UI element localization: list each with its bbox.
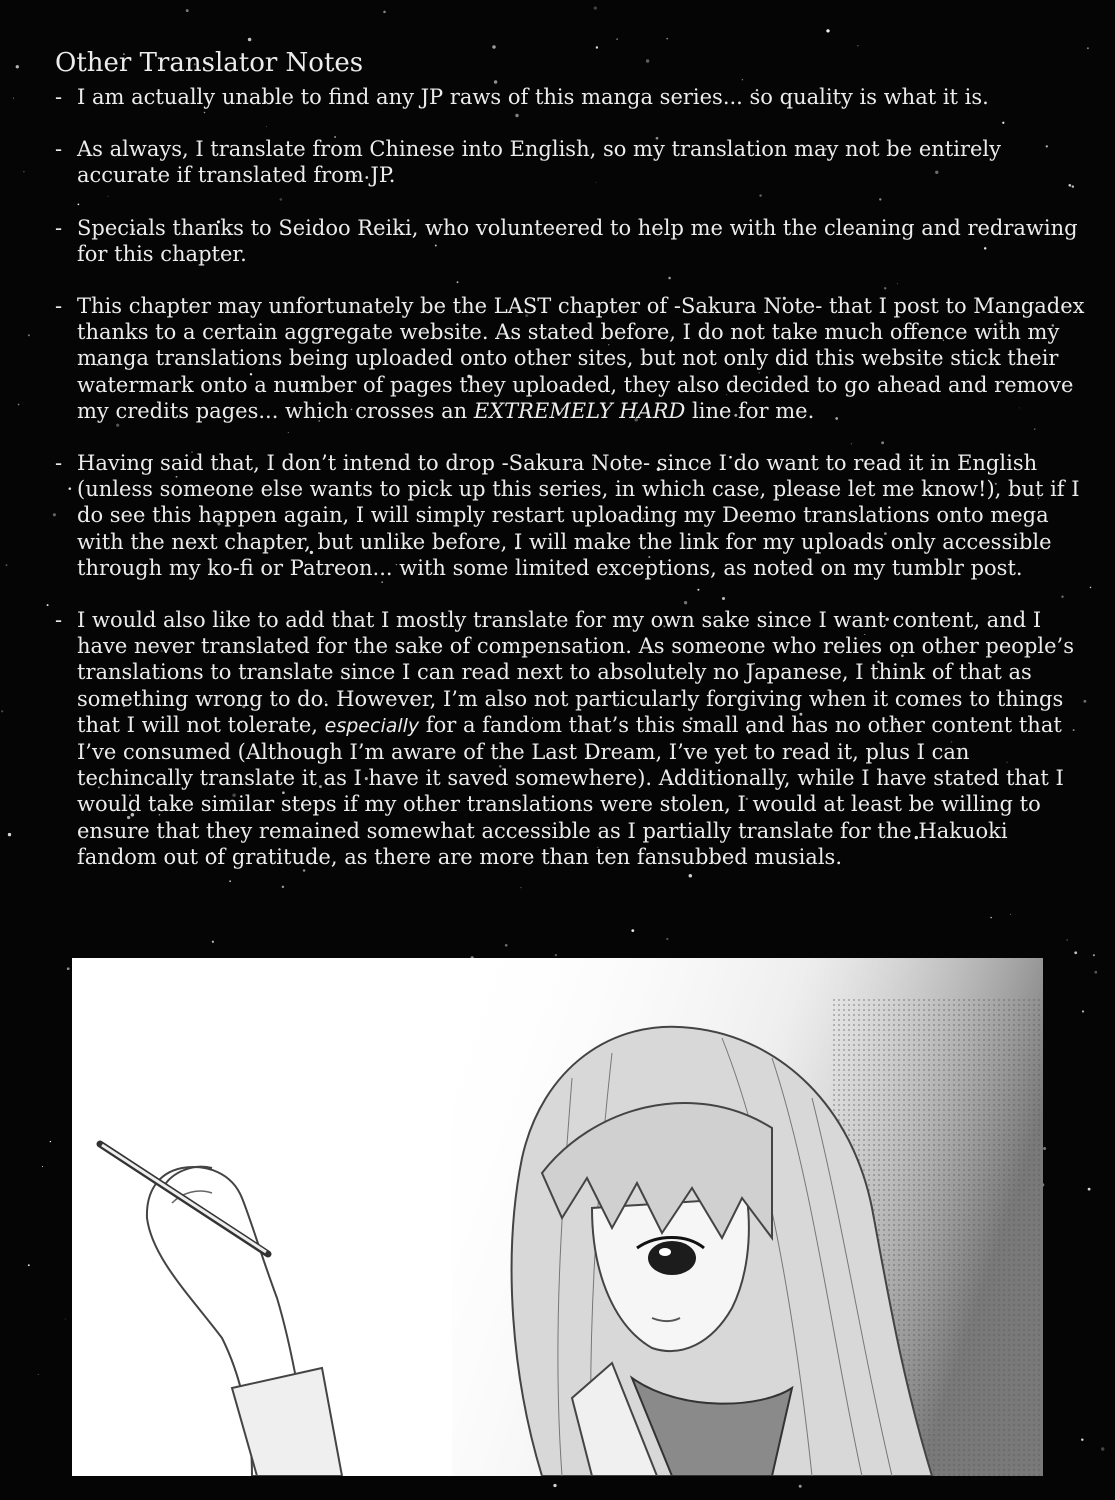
star-dot bbox=[666, 38, 668, 40]
bullet-dash: - bbox=[55, 451, 63, 476]
star-dot bbox=[50, 1141, 51, 1142]
star-dot bbox=[18, 404, 20, 406]
star-dot bbox=[212, 941, 214, 943]
girl-writing-illustration bbox=[72, 958, 1043, 1476]
star-dot bbox=[28, 334, 30, 336]
star-dot bbox=[6, 564, 8, 566]
bullet-dash: - bbox=[55, 137, 63, 162]
note-emphasis: especially bbox=[324, 714, 420, 737]
note-text: for a fandom that’s this small and has no other content that I’ve consumed (Although I’m aware of the Last Dream, I’ve yet to read it, plus I can techincally translate it as I have it saved somewhere). Additionally, while I have stated that I would take similar steps if my other translations were stolen, I would at least be willing to ensure that they remained somewhat accessible as I partially translate for the Hakuoki fandom out of gratitude, as there are more than ten fansubbed musials. bbox=[77, 712, 1064, 869]
note-text: As always, I translate from Chinese into English, so my translation may not be entirely accurate if translated from JP. bbox=[77, 137, 1001, 188]
star-dot bbox=[38, 1374, 39, 1375]
star-dot bbox=[616, 38, 618, 40]
list-item bbox=[55, 450, 1085, 581]
star-dot bbox=[555, 954, 557, 956]
notes-title: Other Translator Notes bbox=[55, 48, 364, 78]
star-dot bbox=[1043, 1147, 1046, 1150]
list-item bbox=[55, 607, 1085, 870]
note-text: I am actually unable to find any JP raws of this manga series... so quality is what it is. bbox=[77, 85, 989, 109]
note-text: Specials thanks to Seidoo Reiki, who volunteered to help me with the cleaning and redrawing for this chapter. bbox=[77, 215, 1078, 266]
star-dot bbox=[631, 929, 634, 932]
manga-panel-illustration bbox=[72, 958, 1043, 1476]
bullet-dash: - bbox=[55, 608, 63, 633]
star-dot bbox=[248, 38, 252, 42]
star-dot bbox=[28, 1264, 30, 1266]
star-dot bbox=[594, 7, 597, 10]
star-dot bbox=[186, 9, 189, 12]
note-text: line for me. bbox=[685, 398, 815, 423]
star-dot bbox=[1101, 1447, 1104, 1450]
star-dot bbox=[1081, 1438, 1083, 1440]
list-item bbox=[55, 84, 1085, 110]
star-dot bbox=[1010, 914, 1011, 915]
star-dot bbox=[1087, 47, 1089, 49]
star-dot bbox=[1094, 971, 1097, 974]
star-dot bbox=[1088, 1188, 1091, 1191]
star-dot bbox=[67, 967, 70, 970]
star-dot bbox=[826, 29, 829, 32]
note-emphasis: EXTREMELY HARD bbox=[473, 398, 686, 423]
bullet-dash: - bbox=[55, 85, 63, 109]
star-dot bbox=[65, 1319, 66, 1320]
bullet-dash: - bbox=[55, 294, 63, 319]
star-dot bbox=[990, 917, 991, 918]
star-dot bbox=[1067, 940, 1068, 941]
list-item bbox=[55, 215, 1085, 267]
star-dot bbox=[505, 944, 508, 947]
star-dot bbox=[799, 1485, 802, 1488]
star-dot bbox=[1093, 954, 1095, 956]
star-dot bbox=[1074, 951, 1077, 954]
note-text: This chapter may unfortunately be the LAST chapter of -Sakura Note- that I post to Mangadex thanks to a certain aggregate website. As stated before, I do not take much offence with my manga translations being uploaded onto other sites, but not only did this website stick their watermark onto a number of pages they uploaded, they also decided to go ahead and remove my credits pages... which crosses an bbox=[77, 294, 1085, 423]
note-text: I would also like to add that I mostly translate for my own sake since I want content, and I have never translated for the sake of compensation. As someone who relies on other people’s translations to translate since I can read next to absolutely no Japanese, I think of that as something wrong to do. However, I’m also not particularly forgiving when it comes to things that I will not tolerate, bbox=[77, 608, 1074, 737]
notes-list bbox=[55, 84, 1085, 870]
star-dot bbox=[42, 1166, 43, 1167]
star-dot bbox=[383, 11, 386, 14]
star-dot bbox=[8, 833, 11, 836]
note-text: Having said that, I don’t intend to drop -Sakura Note- since I do want to read it in English (unless someone else wants to pick up this series, in which case, please let me know!), but if I do see this happen again, I will simply restart uploading my Deemo translations onto mega with the next chapter, but unlike before, I will make the link for my uploads only accessible through my ko-fi or Patreon... with some limited exceptions, as noted on my tumblr post. bbox=[77, 451, 1080, 580]
star-dot bbox=[16, 65, 19, 68]
star-dot bbox=[1090, 587, 1092, 589]
star-dot bbox=[23, 171, 24, 172]
list-item bbox=[55, 293, 1085, 424]
translator-notes bbox=[55, 46, 1085, 896]
star-dot bbox=[553, 1484, 556, 1487]
star-dot bbox=[13, 98, 14, 99]
star-dot bbox=[47, 604, 49, 606]
star-dot bbox=[666, 938, 668, 940]
star-dot bbox=[1, 710, 3, 712]
star-dot bbox=[1082, 1010, 1084, 1012]
bullet-dash: - bbox=[55, 215, 63, 240]
list-item bbox=[55, 136, 1085, 188]
